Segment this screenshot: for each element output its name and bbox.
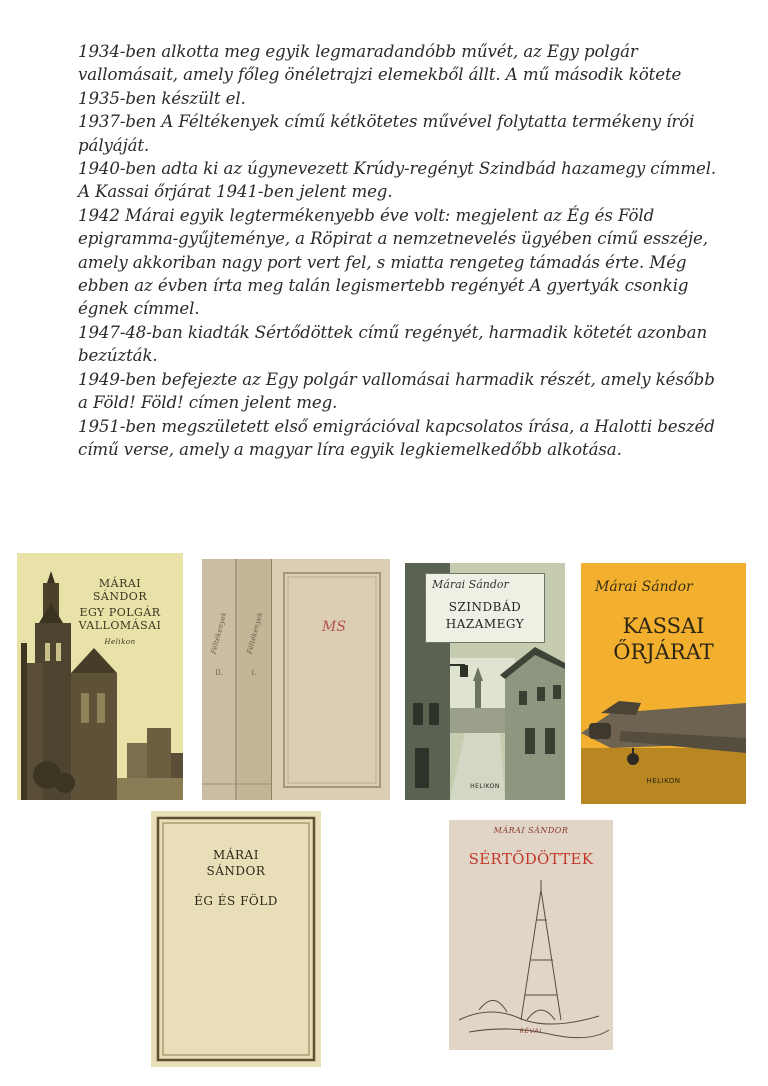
paragraph-1937: 1937-ben A Féltékenyek című kétkötetes művével folytatta termékeny írói pályáját. bbox=[78, 112, 695, 155]
book-title-line2: HAZAMEGY bbox=[445, 617, 525, 631]
spine-2-title: Féltékenyek bbox=[245, 611, 265, 655]
book-title-line1: EGY POLGÁR bbox=[79, 606, 161, 619]
book-title-line1: KASSAI bbox=[622, 614, 705, 638]
author-surname: SÁNDOR bbox=[92, 590, 148, 603]
paragraph-1947: 1947-48-ban kiadták Sértődöttek című regényét, harmadik kötetét azonban bezúzták. bbox=[78, 322, 708, 366]
book-title-line2: ŐRJÁRAT bbox=[613, 640, 714, 664]
author-signature: Márai Sándor bbox=[595, 579, 693, 595]
book-cover-feltekenyek bbox=[202, 559, 390, 800]
spine-2-volume: I. bbox=[251, 669, 257, 677]
paragraph-1941: A Kassai őrjárat 1941-ben jelent meg. bbox=[78, 182, 393, 202]
book-cover-kassai bbox=[581, 563, 746, 804]
paragraph-1934: 1934-ben alkotta meg egyik legmaradandóbb művét, az Egy polgár vallomásait, amely főleg önéletrajzi elemekből állt. A mű második kötete 1935-ben készült el. bbox=[78, 42, 682, 108]
book-title: SÉRTŐDÖTTEK bbox=[468, 850, 594, 868]
author-signature: Márai Sándor bbox=[432, 578, 509, 591]
author-surname: SÁNDOR bbox=[206, 864, 266, 878]
author-name: MÁRAI bbox=[213, 848, 259, 862]
publisher-name: Helikon bbox=[104, 638, 136, 646]
monogram: MS bbox=[322, 619, 346, 635]
book-cover-sertodottek bbox=[449, 820, 613, 1050]
book-title: ÉG ÉS FÖLD bbox=[194, 894, 278, 908]
publisher-name: HELIKON bbox=[470, 783, 500, 790]
paragraph-1940: 1940-ben adta ki az úgynevezett Krúdy-regényt Szindbád hazamegy címmel. bbox=[78, 159, 717, 179]
title-panel bbox=[425, 573, 545, 643]
paragraph-1942: 1942 Márai egyik legtermékenyebb éve volt: megjelent az Ég és Föld epigramma-gyűjteménye, a Röpirat a nemzetnevelés ügyében című esszéje, amely akkoriban nagy port vert fel, s miatta rengeteg támadás érte. Még ebben az évben írta meg talán legismertebb regényét A gyertyák csonkig égnek címmel. bbox=[78, 205, 708, 319]
book-title-line1: SZINDBÁD bbox=[448, 600, 522, 614]
book-title-line2: VALLOMÁSAI bbox=[78, 619, 162, 632]
author-name: MÁRAI bbox=[98, 577, 142, 590]
spine-1-title: Féltékenyek bbox=[209, 611, 229, 655]
spine-1-volume: II. bbox=[215, 669, 223, 677]
slipcase-illustration bbox=[202, 559, 390, 800]
book-cover-szindbad bbox=[405, 563, 565, 800]
author-name: MÁRAI SÁNDOR bbox=[493, 826, 569, 835]
book-cover-eg-es-fold bbox=[151, 811, 321, 1067]
airplane-illustration bbox=[581, 563, 746, 804]
paragraph-1951: 1951-ben megszületett első emigrációval kapcsolatos írása, a Halotti beszéd című verse, amely a magyar líra egyik legkiemelkedőbb alkotása. bbox=[78, 416, 715, 459]
publisher-name: HELIKON bbox=[646, 777, 681, 785]
publisher-name: RÉVAI bbox=[519, 1028, 543, 1035]
paragraph-1949: 1949-ben befejezte az Egy polgár vallomásai harmadik részét, amely később a Föld! Föld! címen jelent meg. bbox=[78, 369, 715, 413]
book-cover-egy-polgar bbox=[17, 553, 183, 800]
biography-text bbox=[78, 40, 718, 461]
